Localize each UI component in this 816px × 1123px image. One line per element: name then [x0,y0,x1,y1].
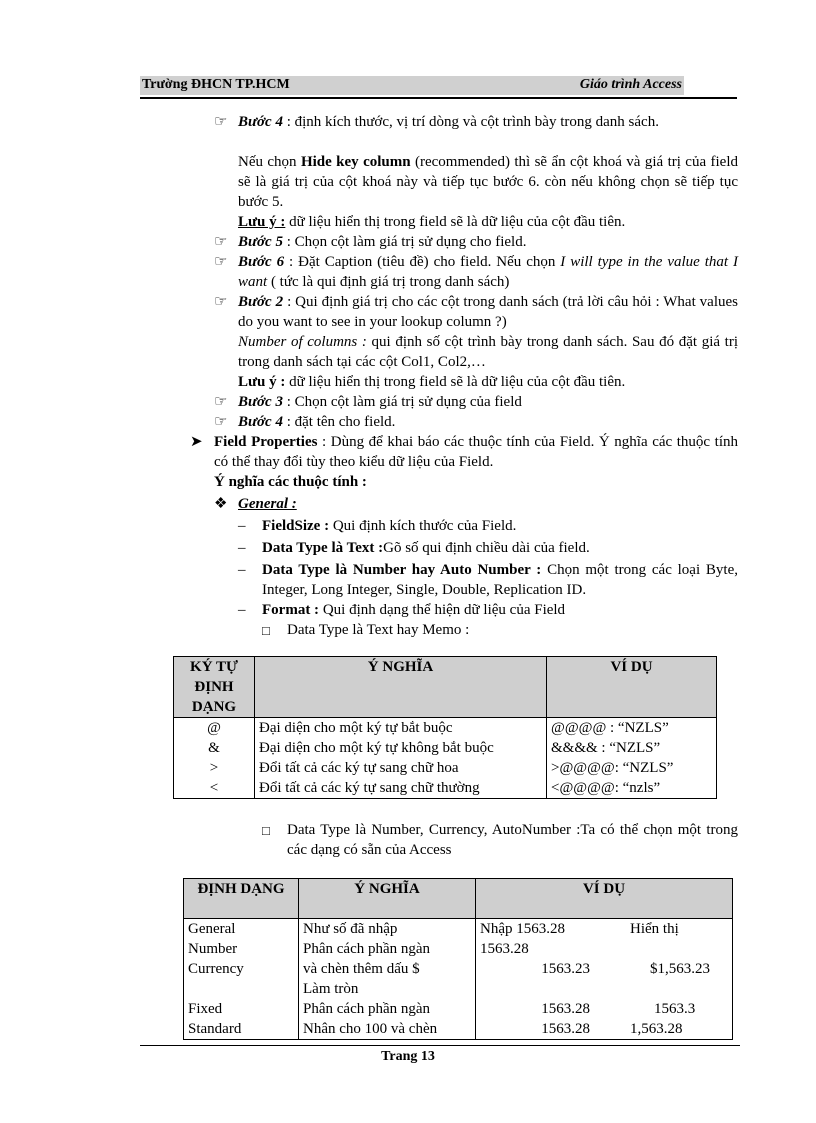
table-row: < Đổi tất cả các ký tự sang chữ thường <@@@@: “nzls” [174,778,717,799]
table-row: & Đại diện cho một ký tự không bắt buộc &&&& : “NZLS” [174,738,717,758]
square-bullet-icon: □ [262,623,270,638]
hide-key-paragraph: Nếu chọn Hide key column (recommended) thì sẽ ẩn cột khoá và giá trị của field sẽ là giá trị của cột khoá này và tiếp tục bước 6. còn nếu không chọn sẽ tiếp tục bước 5. [238,154,738,210]
step-4b: Bước 4 : đặt tên cho field. [238,414,396,430]
step-4-paragraph: Bước 4 : định kích thước, vị trí dòng và cột trình bày trong danh sách. [238,114,659,130]
number-format-table [183,878,733,1040]
number-of-columns: Number of columns : qui định số cột trình bày trong danh sách. Sau đó đặt giá trị trong danh sách tại các cột Col1, Col2,… [238,334,738,370]
format-item: Format : Qui định dạng thể hiện dữ liệu của Field [262,602,566,618]
pointing-hand-icon: ☞ [214,114,228,130]
col-header: KÝ TỰ ĐỊNH DẠNG [174,657,255,718]
step-5: Bước 5 : Chọn cột làm giá trị sử dụng cho field. [238,234,527,250]
page-header-bar [140,76,684,95]
dash-bullet: – [238,540,246,556]
book-title: Giáo trình Access [579,77,682,92]
pointing-hand-icon: ☞ [214,394,228,410]
pointing-hand-icon: ☞ [214,414,228,430]
format-meanings: Như số đã nhập Phân cách phần ngàn và chèn thêm dấu $ Làm tròn Phân cách phần ngàn Nhân cho 100 và chèn [299,919,476,1040]
field-properties-paragraph: Field Properties : Dùng để khai báo các thuộc tính của Field. Ý nghĩa các thuộc tính có thể thay đổi tùy theo kiểu dữ liệu của Field. [214,434,738,470]
arrow-bullet-icon: ➤ [190,434,203,450]
subtype-number: Data Type là Number, Currency, AutoNumber :Ta có thể chọn một trong các dạng có sẵn của Access [287,822,738,858]
school-name: Trường ĐHCN TP.HCM [142,77,290,92]
square-bullet-icon: □ [262,823,270,838]
step-6: Bước 6 : Đặt Caption (tiêu đề) cho field. Nếu chọn I will type in the value that I want ( tức là qui định giá trị trong danh sách) [238,254,738,290]
table-row: > Đổi tất cả các ký tự sang chữ hoa >@@@@: “NZLS” [174,758,717,778]
fieldsize-item: FieldSize : Qui định kích thước của Field. [262,518,517,534]
format-char-table [173,656,717,799]
meaning-title: Ý nghĩa các thuộc tính : [214,474,367,490]
col-header: Ý NGHĨA [299,879,476,919]
format-names: General Number Currency Fixed Standard [184,919,299,1040]
dash-bullet: – [238,602,246,618]
footer-rule [140,1045,740,1046]
col-header: VÍ DỤ [476,879,733,919]
pointing-hand-icon: ☞ [214,234,228,250]
datatype-number-item: Data Type là Number hay Auto Number : Chọn một trong các loại Byte, Integer, Long Integer, Single, Double, Replication ID. [262,562,738,598]
dash-bullet: – [238,562,246,578]
dash-bullet: – [238,518,246,534]
datatype-text-item: Data Type là Text :Gõ số qui định chiều dài của field. [262,540,590,556]
subtype-text-memo: Data Type là Text hay Memo : [287,622,470,638]
step-2: Bước 2 : Qui định giá trị cho các cột trong danh sách (trả lời câu hỏi : What values do you want to see in your lookup column ?) [238,294,739,330]
step-3: Bước 3 : Chọn cột làm giá trị sử dụng của field [238,394,522,410]
col-header: Ý NGHĨA [255,657,547,718]
table-row: @ Đại diện cho một ký tự bắt buộc @@@@ : “NZLS” [174,718,717,739]
pointing-hand-icon: ☞ [214,294,228,310]
col-header: VÍ DỤ [547,657,717,718]
col-header: ĐỊNH DẠNG [184,879,299,919]
diamond-bullet-icon: ❖ [214,496,228,512]
header-rule [140,97,737,99]
page-number: Trang 13 [381,1049,435,1064]
format-examples: Nhập 1563.28 Hiển thị 1563.28 1563.23 $1,563.23 1563.28 1563.3 1563.28 1,563.28 [476,919,733,1040]
note-2: Lưu ý : dữ liệu hiển thị trong field sẽ là dữ liệu của cột đầu tiên. [238,374,626,390]
pointing-hand-icon: ☞ [214,254,228,270]
note-1: Lưu ý : dữ liệu hiển thị trong field sẽ là dữ liệu của cột đầu tiên. [238,214,626,230]
table-body [184,919,733,1040]
general-heading: General : [238,496,297,512]
